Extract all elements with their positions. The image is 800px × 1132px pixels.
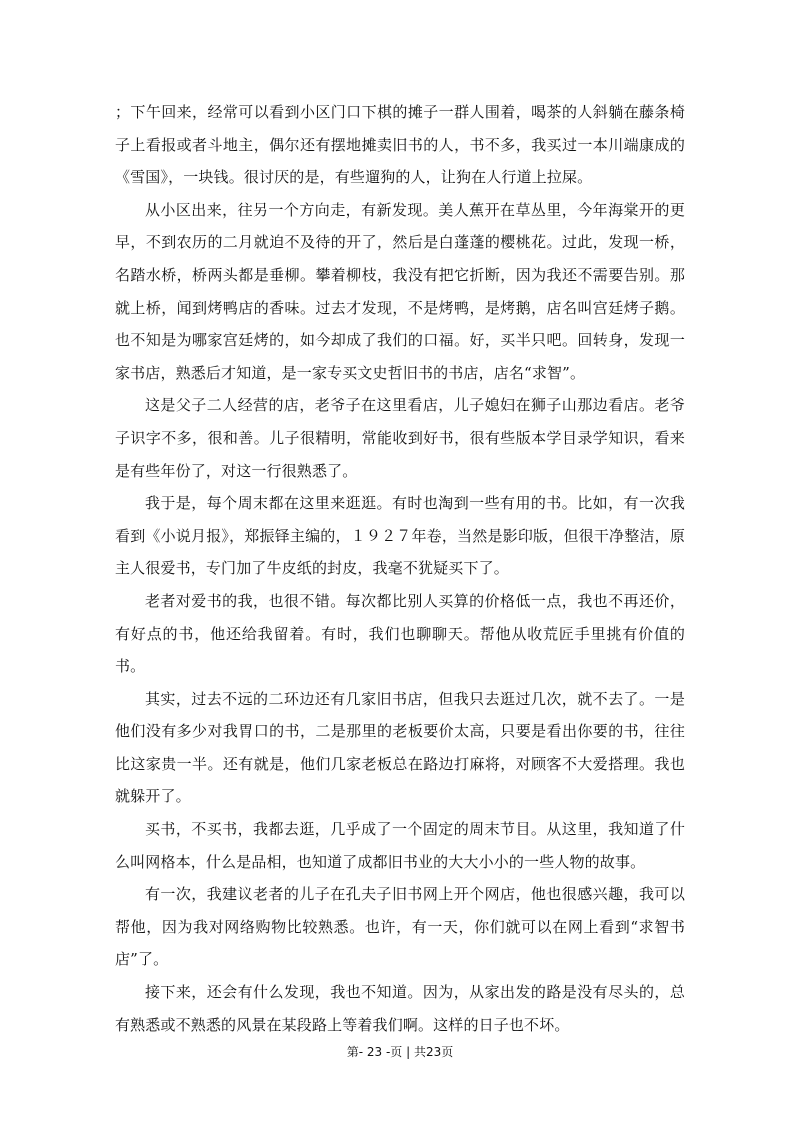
paragraph-3: 这是父子二人经营的店，老爷子在这里看店，儿子媳妇在狮子山那边看店。老爷子识字不多，很和善。儿子很精明，常能收到好书，很有些版本学目录学知识，看来是有些年份了，对这一行很熟悉了。: [115, 396, 685, 480]
page-number: 第- 23 -页 | 共23页: [346, 1045, 454, 1059]
paragraph-6: 其实，过去不远的二环边还有几家旧书店，但我只去逛过几次，就不去了。一是他们没有多少对我胃口的书，二是那里的老板要价太高，只要是看出你要的书，往往比这家贵一半。还有就是，他们几家老板总在路边打麻将，对顾客不大爱搭理。我也就躲开了。: [115, 689, 685, 806]
paragraph-8: 有一次，我建议老者的儿子在孔夫子旧书网上开个网店，他也很感兴趣，我可以帮他，因为我对网络购物比较熟悉。也许，有一天，你们就可以在网上看到“求智书店”了。: [115, 885, 685, 969]
article-body: [115, 96, 685, 1041]
paragraph-4: 我于是，每个周末都在这里来逛逛。有时也淘到一些有用的书。比如，有一次我看到《小说月报》，郑振铎主编的，１９２７年卷，当然是影印版，但很干净整洁，原主人很爱书，专门加了牛皮纸的封皮，我毫不犹疑买下了。: [115, 494, 685, 578]
paragraph-9: 接下来，还会有什么发现，我也不知道。因为，从家出发的路是没有尽头的，总有熟悉或不熟悉的风景在某段路上等着我们啊。这样的日子也不坏。: [115, 983, 685, 1034]
paragraph-7: 买书，不买书，我都去逛，几乎成了一个固定的周末节目。从这里，我知道了什么叫网格本，什么是品相，也知道了成都旧书业的大大小小的一些人物的故事。: [115, 820, 685, 871]
paragraph-2: 从小区出来，往另一个方向走，有新发现。美人蕉开在草丛里，今年海棠开的更早，不到农历的二月就迫不及待的开了，然后是白蓬蓬的樱桃花。过此，发现一桥，名踏水桥，桥两头都是垂柳。攀着柳枝，我没有把它折断，因为我还不需要告别。那就上桥，闻到烤鸭店的香味。过去才发现，不是烤鸭，是烤鹅，店名叫宫廷烤子鹅。也不知是为哪家宫廷烤的，如今却成了我们的口福。好，买半只吧。回转身，发现一家书店，熟悉后才知道，是一家专买文史哲旧书的书店，店名“求智”。: [115, 200, 685, 382]
paragraph-1: ；下午回来，经常可以看到小区门口下棋的摊子一群人围着，喝茶的人斜躺在藤条椅子上看报或者斗地主，偶尔还有摆地摊卖旧书的人，书不多，我买过一本川端康成的《雪国》，一块钱。很讨厌的是，有些遛狗的人，让狗在人行道上拉屎。: [115, 103, 685, 187]
paragraph-5: 老者对爱书的我，也很不错。每次都比别人买算的价格低一点，我也不再还价，有好点的书，他还给我留着。有时，我们也聊聊天。帮他从收荒匠手里挑有价值的书。: [115, 591, 685, 676]
page-footer: [0, 1044, 800, 1060]
